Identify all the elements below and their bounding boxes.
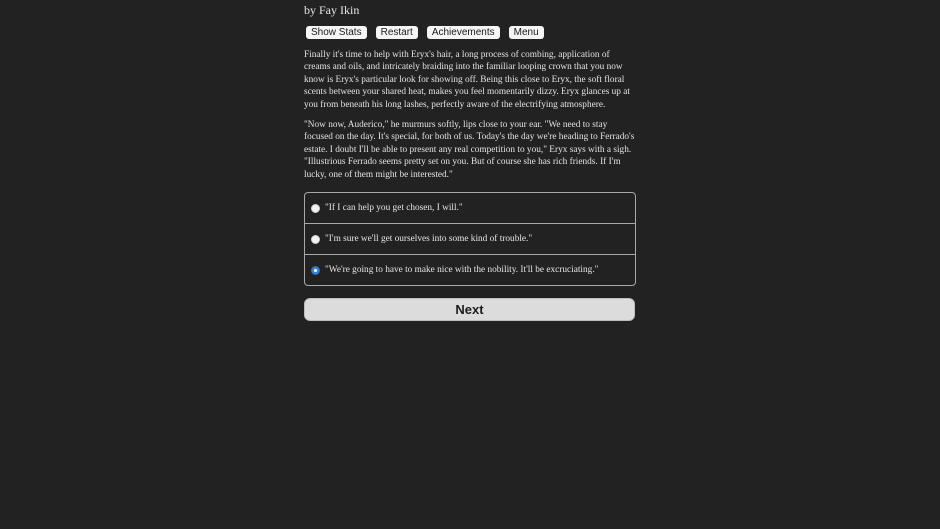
next-button[interactable]: Next <box>304 298 635 321</box>
story-paragraph-2: "Now now, Auderico," he murmurs softly, lips close to your ear. "We need to stay focused on the day. It's special, for both of us. Today's the day we're heading to Ferrado's estate. I doubt I'll be able to present any real competition to you," Eryx says with a sigh. "Illustrious Ferrado seems pretty set on you. But of course she has rich friends. If I'm lucky, one of them might be interested." <box>304 120 635 180</box>
story-paragraph-1: Finally it's time to help with Eryx's hair, a long process of combing, application of creams and oils, and intricately braiding into the familiar looping crown that you now know is Eryx's particular look for showing off. Being this close to Eryx, the soft floral scents between your shared heat, makes you feel momentarily dizzy. Eryx glances up at you from beneath his long lashes, perfectly aware of the electrifying atmosphere. <box>304 50 630 110</box>
radio-unchecked-icon[interactable] <box>311 204 320 213</box>
choice-option-3[interactable] <box>305 254 635 285</box>
radio-checked-icon[interactable] <box>311 266 320 275</box>
restart-button[interactable]: Restart <box>376 26 418 39</box>
radio-unchecked-icon[interactable] <box>311 235 320 244</box>
show-stats-button[interactable]: Show Stats <box>306 26 367 39</box>
author-byline: by Fay Ikin <box>304 3 360 17</box>
achievements-button[interactable]: Achievements <box>427 26 500 39</box>
menu-button[interactable]: Menu <box>509 26 544 39</box>
choice-label: "I'm sure we'll get ourselves into some kind of trouble." <box>325 234 533 244</box>
choice-option-2[interactable] <box>305 223 635 254</box>
choice-label: "If I can help you get chosen, I will." <box>325 203 463 213</box>
choice-list <box>304 192 636 286</box>
choice-option-1[interactable] <box>305 193 635 223</box>
choice-label: "We're going to have to make nice with the nobility. It'll be excruciating." <box>325 265 599 275</box>
nav-buttons <box>306 26 544 39</box>
